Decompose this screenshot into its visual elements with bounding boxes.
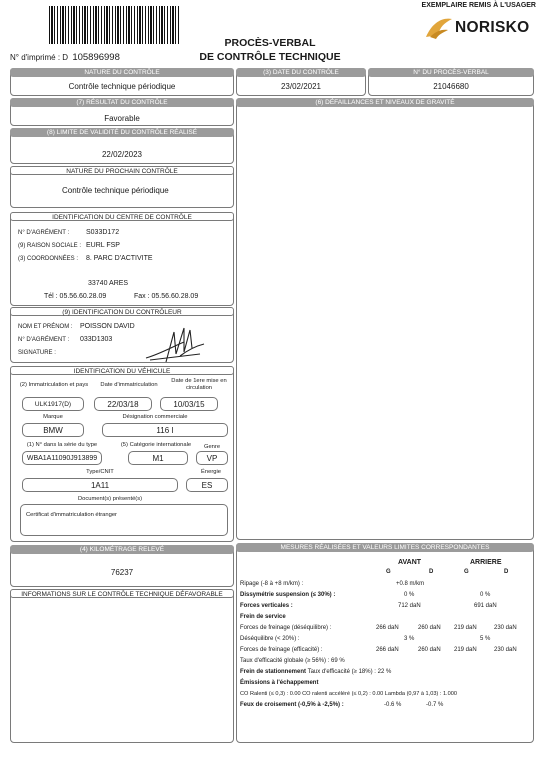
date-immat-value: 22/03/18	[94, 397, 152, 411]
center-raison-value: EURL FSP	[86, 242, 120, 249]
marque-label: Marque	[43, 414, 63, 420]
barcode	[49, 6, 181, 44]
freinage-eff-label: Forces de freinage (efficacité) :	[240, 647, 323, 653]
norisko-logo	[424, 15, 542, 41]
type-label: Type/CNIT	[86, 469, 114, 475]
type-value: 1A11	[22, 478, 178, 492]
desequilibre-arriere: 5 %	[480, 636, 491, 642]
docs-label: Document(s) présenté(s)	[77, 496, 143, 502]
verticales-arriere: 691 daN	[474, 603, 497, 609]
serie-value: WBA1A11090J913899	[22, 451, 102, 465]
genre-label: Genre	[203, 444, 221, 450]
controller-header: (9) IDENTIFICATION DU CONTRÔLEUR	[10, 307, 234, 316]
center-fax: Fax : 05.56.60.28.09	[134, 293, 199, 300]
categorie-label: (5) Catégorie internationale	[120, 442, 192, 448]
avant-g: G	[386, 569, 391, 575]
ripage-value: +0.8 m/km	[396, 581, 425, 587]
measures-box	[236, 543, 534, 743]
designation-value: 116 I	[102, 423, 228, 437]
next-control-header: NATURE DU PROCHAIN CONTRÔLE	[10, 166, 234, 175]
docs-box	[20, 504, 228, 536]
frein-service-title: Frein de service	[240, 614, 286, 620]
controller-signature-label: SIGNATURE :	[18, 350, 56, 356]
date-immat-label: Date d'immatriculation	[100, 382, 158, 388]
ripage-label: Ripage (-8 à +8 m/km) :	[240, 581, 304, 587]
bird-logo-icon	[424, 15, 454, 41]
controller-name-value: POISSON DAVID	[80, 323, 135, 330]
freinage-deseq-label: Forces de freinage (déséquilibre) :	[240, 625, 332, 631]
frein-stationnement-title: Frein de stationnement	[240, 669, 307, 675]
dissym-label: Dissymétrie suspension (≤ 30%) :	[240, 592, 336, 598]
vehicle-header: IDENTIFICATION DU VÉHICULE	[10, 366, 234, 375]
arriere-label: ARRIERE	[470, 559, 502, 566]
energie-label: Énergie	[201, 469, 221, 475]
center-coord-label: (3) COORDONNÉES :	[18, 256, 79, 262]
defects-header: (6) DÉFAILLANCES ET NIVEAUX DE GRAVITÉ	[236, 98, 534, 107]
defects-box	[236, 98, 534, 540]
feux-label: Feux de croisement (-0,5% à -2,5%) :	[240, 702, 344, 708]
mileage-header: (4) KILOMÉTRAGE RELEVÉ	[10, 545, 234, 554]
taux-stationnement: Taux d'efficacité (≥ 18%) : 22 %	[307, 669, 392, 675]
result-header: (7) RÉSULTAT DU CONTRÔLE	[10, 98, 234, 107]
co-line: CO Ralenti (≤ 0,3) : 0.00 CO ralenti accéléré (≤ 0,2) : 0.00 Lambda (0,97 à 1,03) : 1.000	[240, 691, 457, 697]
mileage-value: 76237	[110, 568, 134, 577]
freinage-deseq-ard: 230 daN	[494, 625, 517, 631]
center-header: IDENTIFICATION DU CENTRE DE CONTRÔLE	[10, 212, 234, 221]
date-circ-label: Date de 1ere mise en circulation	[171, 378, 227, 391]
center-phone: Tél : 05.56.60.28.09	[44, 293, 107, 300]
pv-value: 21046680	[433, 82, 469, 91]
validity-value: 22/02/2023	[101, 150, 143, 159]
immat-value: ULK1917(D)	[22, 397, 84, 411]
verticales-label: Forces verticales :	[240, 603, 293, 609]
center-coord-value: 8. PARC D'ACTIVITE	[86, 255, 153, 262]
print-label: N° d'imprimé : D	[10, 53, 69, 62]
dissym-avant: 0 %	[404, 592, 415, 598]
nature-value: Contrôle technique périodique	[68, 82, 176, 91]
freinage-eff-avd: 260 daN	[418, 647, 441, 653]
feux-g: -0.6 %	[384, 702, 402, 708]
arriere-d: D	[504, 569, 509, 575]
print-number: 105896998	[72, 52, 120, 63]
stationnement-line	[240, 669, 391, 675]
controller-agrement-value: 033D1303	[80, 336, 113, 343]
handwritten-signature	[140, 324, 210, 364]
taux-global: Taux d'efficacité globale (≥ 56%) : 69 %	[240, 658, 345, 664]
designation-label: Désignation commerciale	[122, 414, 188, 420]
freinage-deseq-avg: 266 daN	[376, 625, 399, 631]
print-number-line	[10, 52, 120, 63]
freinage-deseq-avd: 260 daN	[418, 625, 441, 631]
date-value: 23/02/2021	[280, 82, 322, 91]
dissym-arriere: 0 %	[480, 592, 491, 598]
serie-label: (1) N° dans la série du type	[26, 442, 98, 448]
result-value: Favorable	[104, 114, 140, 123]
genre-value: VP	[196, 451, 228, 465]
measures-header: MESURES RÉALISÉES ET VALEURS LIMITES CORRESPONDANTES	[236, 543, 534, 552]
avant-label: AVANT	[398, 559, 422, 566]
info-header: INFORMATIONS SUR LE CONTRÔLE TECHNIQUE DÉFAVORABLE	[10, 589, 234, 598]
validity-header: (8) LIMITE DE VALIDITÉ DU CONTRÔLE RÉALISÉ	[10, 128, 234, 137]
copy-label: EXEMPLAIRE REMIS À L'USAGER	[421, 2, 536, 9]
brand-name: NORISKO	[455, 19, 530, 36]
doc-title-1: PROCÈS-VERBAL	[224, 37, 316, 49]
emissions-title: Émissions à l'échappement	[240, 680, 319, 686]
docs-value: Certificat d'immatriculation étranger	[26, 512, 117, 518]
arriere-g: G	[464, 569, 469, 575]
center-agrement-label: N° D'AGRÉMENT :	[18, 230, 70, 236]
date-circ-value: 10/03/15	[160, 397, 218, 411]
nature-header: NATURE DU CONTRÔLE	[10, 68, 234, 77]
categorie-value: M1	[128, 451, 188, 465]
next-control-value: Contrôle technique périodique	[62, 186, 169, 195]
freinage-eff-ard: 230 daN	[494, 647, 517, 653]
marque-value: BMW	[22, 423, 84, 437]
immat-label: (2) Immatriculation et pays	[19, 382, 89, 388]
doc-title-2: DE CONTRÔLE TECHNIQUE	[199, 51, 341, 63]
pv-header: N° DU PROCÈS-VERBAL	[368, 68, 534, 77]
controller-agrement-label: N° D'AGRÉMENT :	[18, 337, 70, 343]
avant-d: D	[429, 569, 434, 575]
desequilibre-label: Déséquilibre (< 20%) :	[240, 636, 300, 642]
desequilibre-avant: 3 %	[404, 636, 415, 642]
date-header: (3) DATE DU CONTRÔLE	[236, 68, 366, 77]
energie-value: ES	[186, 478, 228, 492]
info-box	[10, 589, 234, 743]
freinage-eff-arg: 219 daN	[454, 647, 477, 653]
verticales-avant: 712 daN	[398, 603, 421, 609]
controller-name-label: NOM ET PRÉNOM :	[18, 324, 73, 330]
center-agrement-value: S033D172	[86, 229, 120, 236]
center-raison-label: (9) RAISON SOCIALE :	[18, 243, 82, 249]
freinage-deseq-arg: 219 daN	[454, 625, 477, 631]
freinage-eff-avg: 266 daN	[376, 647, 399, 653]
center-city: 33740 ARES	[88, 280, 129, 287]
feux-d: -0.7 %	[426, 702, 444, 708]
